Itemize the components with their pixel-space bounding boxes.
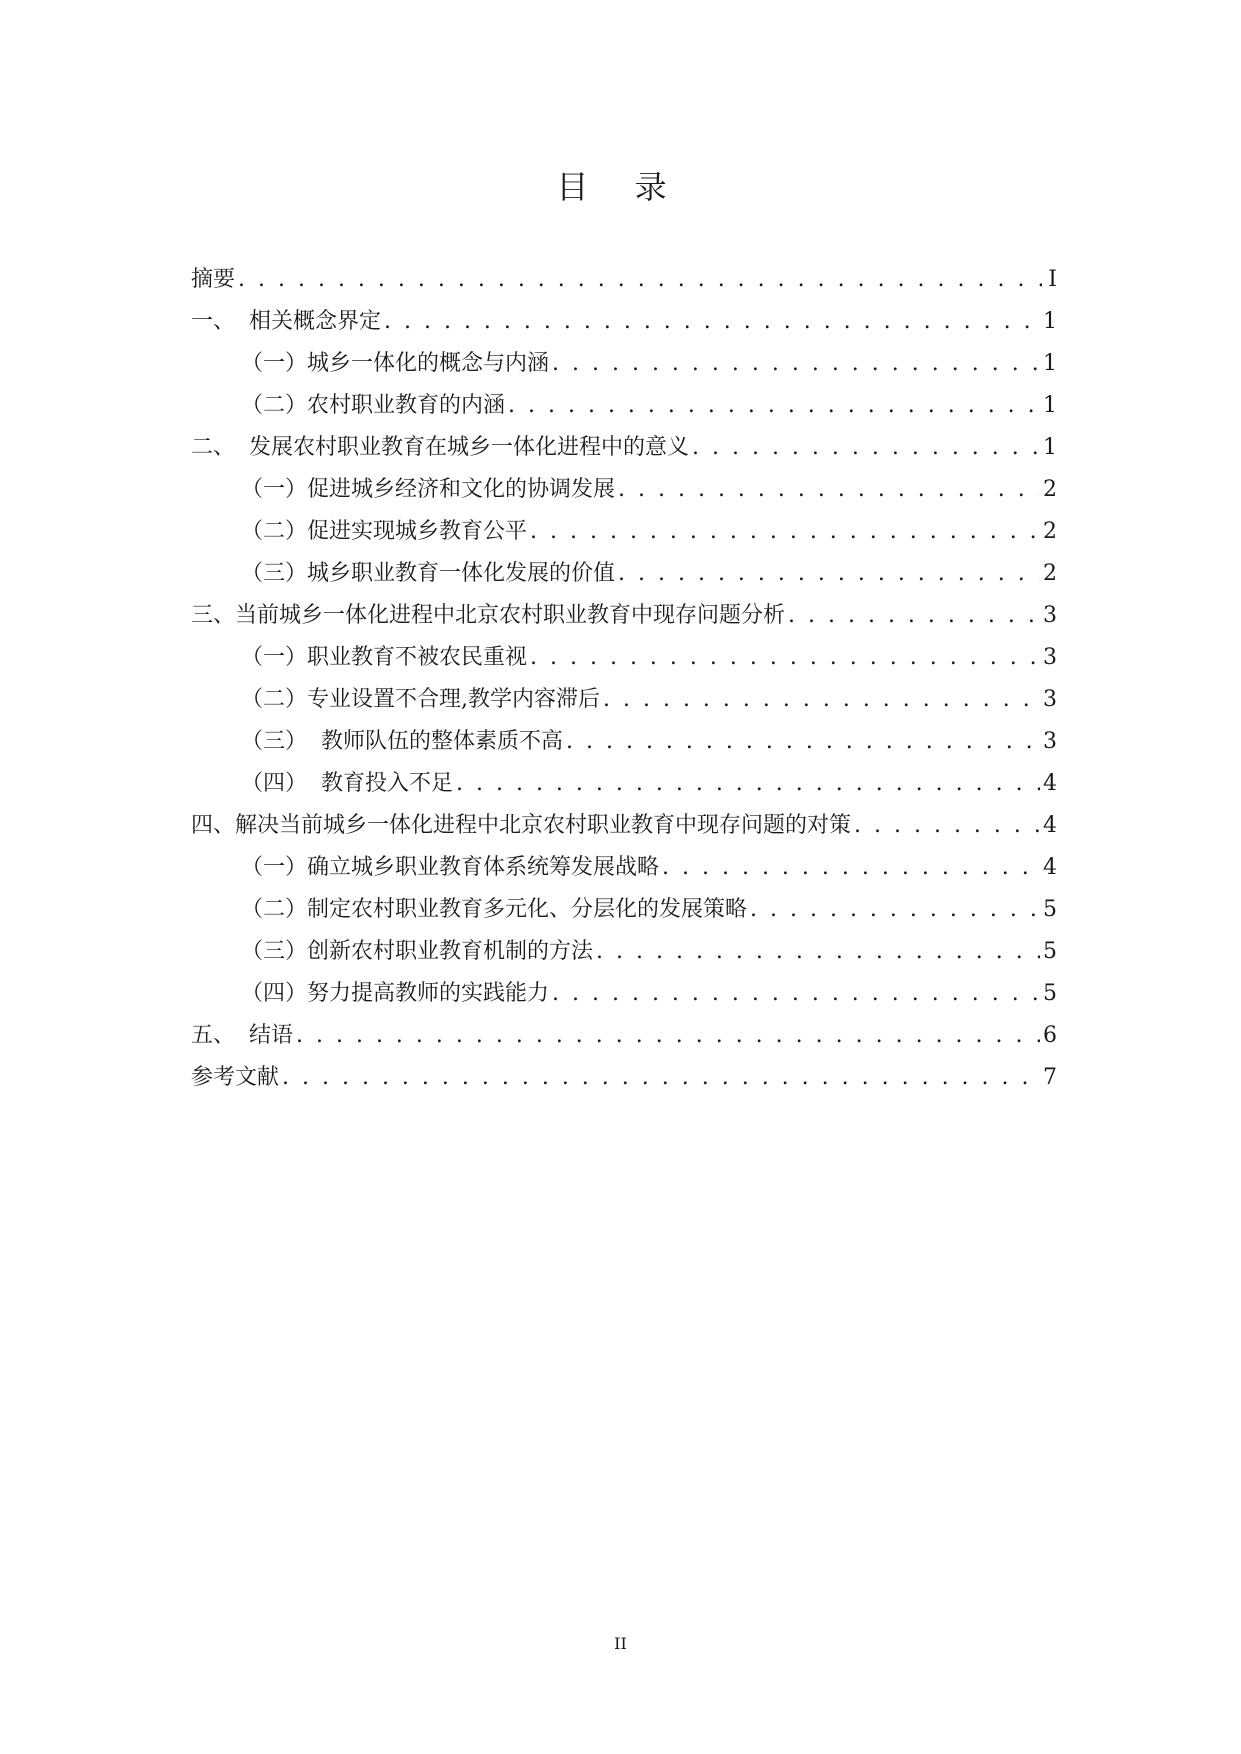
table-of-contents (191, 262, 1057, 1102)
toc-dot-leader (618, 477, 1040, 502)
toc-entry-label: （二）制定农村职业教育多元化、分层化的发展策略 (241, 897, 748, 922)
toc-entry-page: 3 (1043, 687, 1057, 712)
toc-entry-label: （四） 教育投入不足 (241, 771, 453, 796)
toc-entry-page: 3 (1043, 603, 1057, 628)
toc-entry-label: 一、 相关概念界定 (191, 309, 381, 334)
toc-entry-page: 4 (1043, 771, 1057, 796)
toc-entry-page: 1 (1043, 393, 1057, 418)
toc-entry[interactable] (191, 556, 1057, 598)
toc-dot-leader (552, 351, 1040, 376)
toc-dot-leader (552, 981, 1040, 1006)
toc-entry-label: （二）农村职业教育的内涵 (241, 393, 506, 418)
toc-entry-label: （三）城乡职业教育一体化发展的价值 (241, 561, 616, 586)
toc-entry-page: 3 (1043, 645, 1057, 670)
toc-dot-leader (750, 897, 1040, 922)
page-title: 目 录 (556, 168, 685, 206)
toc-dot-leader (238, 267, 1042, 292)
toc-dot-leader (456, 771, 1040, 796)
toc-entry-label: （三）创新农村职业教育机制的方法 (241, 939, 594, 964)
toc-entry[interactable] (191, 766, 1057, 808)
toc-entry[interactable] (191, 1060, 1057, 1102)
toc-entry[interactable] (191, 850, 1057, 892)
toc-entry-label: （一）确立城乡职业教育体系统筹发展战略 (241, 855, 660, 880)
toc-entry-label: （一）促进城乡经济和文化的协调发展 (241, 477, 616, 502)
toc-entry[interactable] (191, 430, 1057, 472)
toc-entry-page: 1 (1043, 309, 1057, 334)
toc-dot-leader (530, 645, 1040, 670)
toc-entry[interactable] (191, 346, 1057, 388)
toc-entry[interactable] (191, 598, 1057, 640)
toc-entry-page: I (1048, 267, 1057, 292)
toc-entry[interactable] (191, 808, 1057, 850)
toc-entry-page: 6 (1043, 1023, 1057, 1048)
toc-entry-page: 1 (1043, 435, 1057, 460)
toc-entry[interactable] (191, 976, 1057, 1018)
toc-entry[interactable] (191, 262, 1057, 304)
toc-entry-label: 三、当前城乡一体化进程中北京农村职业教育中现存问题分析 (191, 603, 786, 628)
toc-dot-leader (788, 603, 1040, 628)
toc-dot-leader (692, 435, 1040, 460)
toc-dot-leader (282, 1065, 1040, 1090)
page-number: II (614, 1634, 627, 1653)
toc-entry-label: （二）专业设置不合理,教学内容滞后 (241, 687, 600, 712)
toc-entry-label: 摘要 (191, 267, 236, 292)
toc-entry[interactable] (191, 1018, 1057, 1060)
toc-entry-page: 7 (1043, 1065, 1057, 1090)
toc-entry-page: 4 (1043, 813, 1057, 838)
toc-entry-label: 四、解决当前城乡一体化进程中北京农村职业教育中现存问题的对策 (191, 813, 852, 838)
toc-entry-page: 2 (1043, 477, 1057, 502)
toc-dot-leader (662, 855, 1040, 880)
toc-entry-label: 二、 发展农村职业教育在城乡一体化进程中的意义 (191, 435, 689, 460)
toc-entry[interactable] (191, 514, 1057, 556)
toc-dot-leader (854, 813, 1040, 838)
toc-dot-leader (603, 687, 1040, 712)
toc-entry-page: 5 (1043, 939, 1057, 964)
toc-entry-label: 五、 结语 (191, 1023, 293, 1048)
toc-entry-label: （二）促进实现城乡教育公平 (241, 519, 528, 544)
toc-dot-leader (618, 561, 1040, 586)
toc-entry-label: （一）城乡一体化的概念与内涵 (241, 351, 550, 376)
toc-dot-leader (384, 309, 1040, 334)
toc-entry-page: 4 (1043, 855, 1057, 880)
toc-entry-page: 5 (1043, 981, 1057, 1006)
toc-entry-label: （一）职业教育不被农民重视 (241, 645, 528, 670)
toc-dot-leader (566, 729, 1040, 754)
toc-entry[interactable] (191, 472, 1057, 514)
toc-entry[interactable] (191, 724, 1057, 766)
toc-entry[interactable] (191, 640, 1057, 682)
toc-entry-page: 2 (1043, 561, 1057, 586)
toc-entry-page: 5 (1043, 897, 1057, 922)
toc-entry[interactable] (191, 934, 1057, 976)
toc-entry-page: 1 (1043, 351, 1057, 376)
toc-entry[interactable] (191, 892, 1057, 934)
toc-entry-label: 参考文献 (191, 1065, 280, 1090)
toc-dot-leader (296, 1023, 1040, 1048)
toc-dot-leader (508, 393, 1040, 418)
toc-entry-label: （四）努力提高教师的实践能力 (241, 981, 550, 1006)
toc-entry-label: （三） 教师队伍的整体素质不高 (241, 729, 563, 754)
toc-entry[interactable] (191, 304, 1057, 346)
toc-entry[interactable] (191, 388, 1057, 430)
toc-entry-page: 3 (1043, 729, 1057, 754)
toc-dot-leader (530, 519, 1040, 544)
toc-entry[interactable] (191, 682, 1057, 724)
toc-entry-page: 2 (1043, 519, 1057, 544)
toc-dot-leader (596, 939, 1040, 964)
